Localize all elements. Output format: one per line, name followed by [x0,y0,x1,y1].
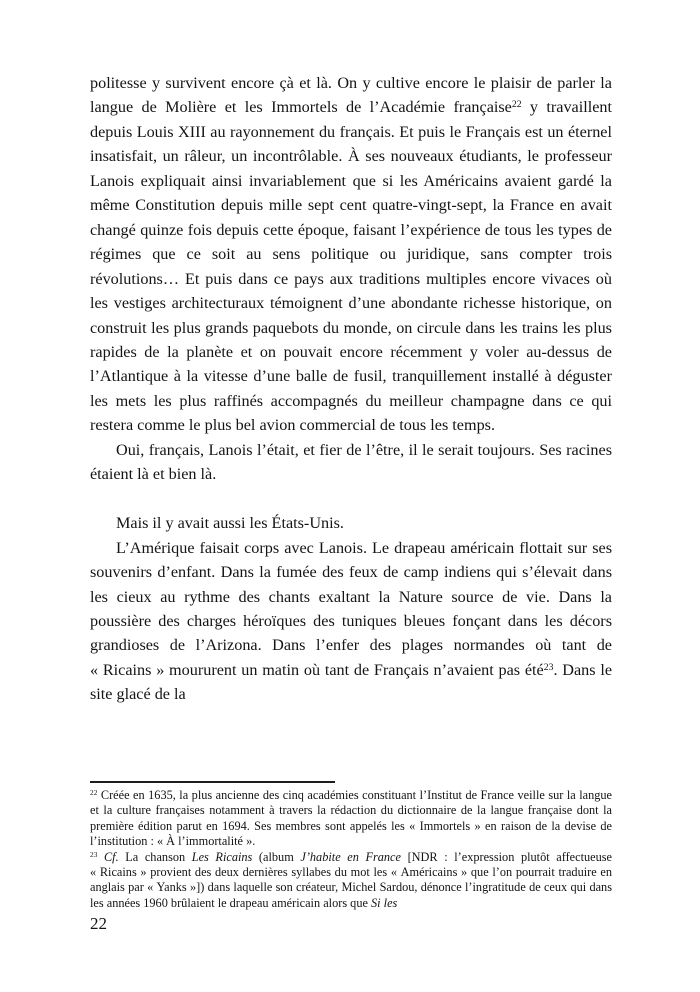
body-paragraph: politesse y survivent encore çà et là. On y cultive encore le plaisir de parler la langue de Molière et les Immortels de l’Académie française$^{22}$ y travaillent depuis Louis XIII au rayonnement du français. Et puis le Français est un éternel insatisfait, un râleur, un incontrôlable. À ses nouveaux étudiants, le professeur Lanois expliquait ainsi invariablement que si les Américains avaient gardé la même Constitution depuis mille sept cent quatre-vingt-sept, la France en avait changé quinze fois depuis cette époque, faisant l’expérience de tous les types de régimes que ce soit au sens politique ou juridique, sans compter trois révolutions… Et puis dans ce pays aux traditions multiples encore vivaces où les vestiges architecturaux témoignent d’une abondante richesse historique, on construit les plus grands paquebots du monde, on circule dans les trains les plus rapides de la planète et on pouvait encore récemment y voler au-dessus de l’Atlantique à la vitesse d’une balle de fusil, tranquillement installé à déguster les mets les plus raffinés accompagnés du meilleur champagne dans ce qui restera comme le plus bel avion commercial de tous les temps. [90,74,612,435]
body-paragraph: L’Amérique faisait corps avec Lanois. Le drapeau américain flottait sur ses souvenirs d’enfant. Dans la fumée des feux de camp indiens qui s’élevait dans les cieux au rythme des chants exaltant la Nature source de vie. Dans la poussière des charges héroïques des tuniques bleues fonçant dans les décors grandioses de l’Arizona. Dans l’enfer des plages normandes où tant de « Ricains » moururent un matin où tant de Français n’avaient pas été$^{23}$. Dans le site glacé de la [90,538,613,704]
body-paragraph: Mais il y avait aussi les États-Unis. [116,514,344,533]
footnote-separator [90,781,335,783]
footnote-list [90,788,612,911]
footnote: $^{23}$ Cf. La chanson Les Ricains (album J’habite en France [NDR : l’expression plutôt affectueuse « Ricains » provient des deux dernières syllabes du mot les « Américains » que l’on pourrait traduire en anglais par « Yanks »]) dans laquelle son créateur, Michel Sardou, dénonce l’ingratitude de ceux qui dans les années 1960 brûlaient le drapeau américain alors que Si les [90,849,612,910]
page-number: 22 [90,914,107,934]
body-paragraph: Oui, français, Lanois l’était, et fier de l’être, il le serait toujours. Ses racines étaient là et bien là. [90,440,612,484]
footnote: $^{22}$ Créée en 1635, la plus ancienne des cinq académies constituant l’Institut de France veille sur la langue et la culture françaises notamment à travers la rédaction du dictionnaire de la langue française dont la première édition parut en 1694. Ses membres sont appelés les « Immortels » en raison de la devise de l’institution : « À l’immortalité ». [90,787,612,849]
footnote-block [90,781,612,935]
body-text [90,71,612,707]
